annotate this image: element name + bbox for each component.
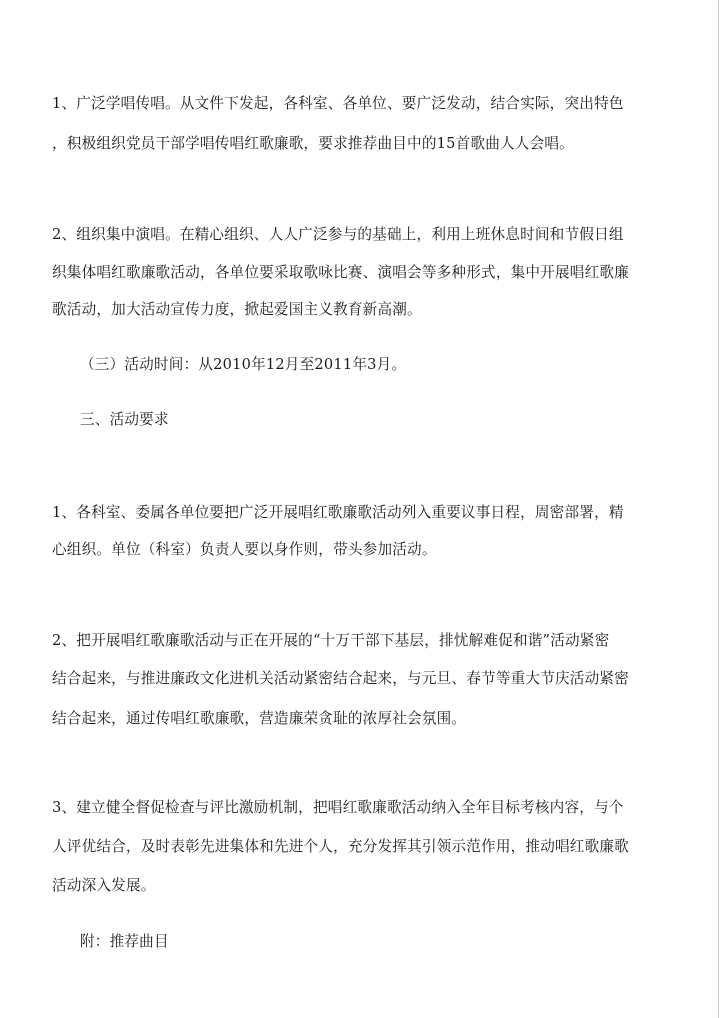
paragraph-6-line-2: 人评优结合，及时表彰先进集体和先进个人，充分发挥其引领示范作用，推动唱红歌廉歌 [52, 838, 629, 855]
paragraph-4-line-1: 1、各科室、委属各单位要把广泛开展唱红歌廉歌活动列入重要议事日程，周密部署，精 [52, 504, 624, 521]
section-heading: 三、活动要求 [80, 411, 169, 428]
appendix-heading: 附：推荐曲目 [80, 933, 169, 950]
paragraph-2-line-2: 织集体唱红歌廉歌活动，各单位要采取歌咏比赛、演唱会等多种形式，集中开展唱红歌廉 [52, 264, 629, 281]
paragraph-5-line-2: 结合起来，与推进廉政文化进机关活动紧密结合起来，与元旦、春节等重大节庆活动紧密 [52, 670, 629, 687]
paragraph-2-line-1: 2、组织集中演唱。在精心组织、人人广泛参与的基础上，利用上班休息时间和节假日组 [52, 226, 624, 243]
paragraph-6-line-1: 3、建立健全督促检查与评比激励机制，把唱红歌廉歌活动纳入全年目标考核内容，与个 [52, 799, 624, 816]
activity-time-paragraph: （三）活动时间：从2010年12月至2011年3月。 [80, 356, 407, 373]
paragraph-2-line-3: 歌活动，加大活动宣传力度，掀起爱国主义教育新高潮。 [52, 301, 422, 318]
paragraph-1-line-2: ，积极组织党员干部学唱传唱红歌廉歌，要求推荐曲目中的15首歌曲人人会唱。 [52, 135, 574, 152]
paragraph-4-line-2: 心组织。单位（科室）负责人要以身作则，带头参加活动。 [52, 541, 437, 558]
paragraph-6-line-3: 活动深入发展。 [52, 877, 156, 894]
paragraph-5-line-1: 2、把开展唱红歌廉歌活动与正在开展的“十万干部下基层，排忧解难促和谐”活动紧密 [52, 632, 610, 649]
paragraph-1-line-1: 1、广泛学唱传唱。从文件下发起，各科室、各单位、要广泛发动，结合实际，突出特色 [52, 95, 624, 112]
paragraph-5-line-3: 结合起来，通过传唱红歌廉歌，营造廉荣贪耻的浓厚社会氛围。 [52, 710, 467, 727]
